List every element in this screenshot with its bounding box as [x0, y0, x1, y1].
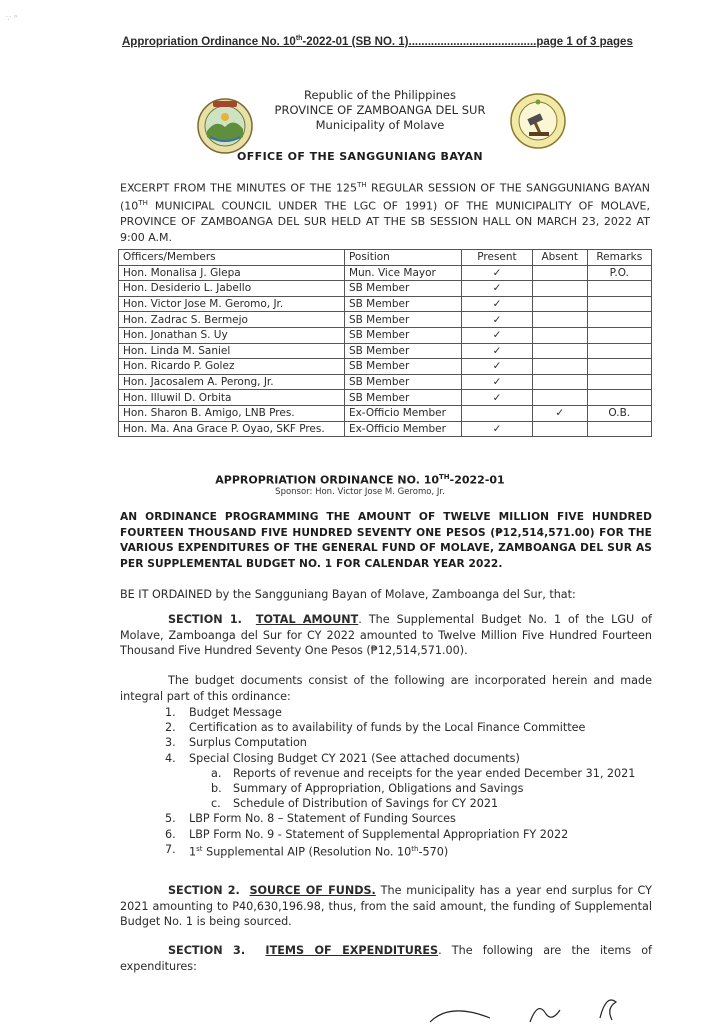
enacting-clause: BE IT ORDAINED by the Sangguniang Bayan of Molave, Zamboanga del Sur, that: [120, 588, 576, 601]
absent-mark [532, 327, 587, 343]
remarks-cell: P.O. [587, 265, 651, 281]
list-item: 4. Special Closing Budget CY 2021 (See attached documents) [165, 751, 520, 765]
present-mark: ✓ [461, 374, 532, 390]
absent-mark [532, 312, 587, 328]
signature-initials [420, 992, 640, 1024]
absent-mark [532, 281, 587, 297]
member-name: Hon. Jonathan S. Uy [119, 327, 345, 343]
attendance-table [118, 249, 652, 437]
list-item: 6. LBP Form No. 9 - Statement of Supplemental Appropriation FY 2022 [165, 827, 569, 841]
absent-mark: ✓ [532, 405, 587, 421]
column-header: Position [344, 250, 461, 266]
sangguniang-bayan-seal-icon [509, 92, 567, 150]
member-name: Hon. Ricardo P. Golez [119, 359, 345, 375]
remarks-cell [587, 296, 651, 312]
member-position: SB Member [344, 312, 461, 328]
absent-mark [532, 343, 587, 359]
remarks-cell [587, 390, 651, 406]
present-mark: ✓ [461, 327, 532, 343]
header-ordinance-ref: Appropriation Ordinance No. 10th-2022-01 (SB NO. 1)........................................ [122, 35, 537, 48]
scan-mark: ∵ ° [6, 14, 18, 23]
member-position: Ex-Officio Member [344, 421, 461, 437]
letterhead [250, 88, 510, 133]
ordinance-sponsor: Sponsor: Hon. Victor Jose M. Geromo, Jr. [275, 487, 445, 497]
section-2: SECTION 2. SOURCE OF FUNDS. The municipality has a year end surplus for CY 2021 amounting to P40,630,196.98, thus, from the said amount, the funding of Supplemental Budget No. 1 is being sourced. [120, 884, 652, 928]
table-row [119, 327, 652, 343]
member-position: SB Member [344, 374, 461, 390]
table-row [119, 343, 652, 359]
municipal-seal-icon [196, 97, 254, 155]
remarks-cell [587, 421, 651, 437]
running-header [122, 35, 652, 48]
remarks-cell [587, 343, 651, 359]
table-row [119, 265, 652, 281]
budget-documents-intro: The budget documents consist of the following are incorporated herein and made integral part of this ordinance: [120, 674, 652, 703]
member-name: Hon. Desiderio L. Jabello [119, 281, 345, 297]
absent-mark [532, 296, 587, 312]
present-mark: ✓ [461, 421, 532, 437]
column-header: Present [461, 250, 532, 266]
member-position: SB Member [344, 327, 461, 343]
member-name: Hon. Jacosalem A. Perong, Jr. [119, 374, 345, 390]
absent-mark [532, 390, 587, 406]
present-mark: ✓ [461, 281, 532, 297]
member-name: Hon. Linda M. Saniel [119, 343, 345, 359]
absent-mark [532, 359, 587, 375]
table-row [119, 374, 652, 390]
budget-documents-list [165, 705, 645, 860]
member-position: SB Member [344, 359, 461, 375]
table-row [119, 390, 652, 406]
remarks-cell [587, 327, 651, 343]
attendance-header-row [119, 250, 652, 266]
present-mark: ✓ [461, 390, 532, 406]
remarks-cell [587, 359, 651, 375]
present-mark: ✓ [461, 312, 532, 328]
list-item: 1. Budget Message [165, 706, 282, 719]
ordinance-title: APPROPRIATION ORDINANCE NO. 10TH-2022-01 [215, 473, 505, 487]
member-name: Hon. Sharon B. Amigo, LNB Pres. [119, 405, 345, 421]
member-name: Hon. Victor Jose M. Geromo, Jr. [119, 296, 345, 312]
letterhead-municipality: Municipality of Molave [315, 118, 445, 132]
letterhead-province: PROVINCE OF ZAMBOANGA DEL SUR [274, 103, 486, 117]
table-row [119, 296, 652, 312]
member-position: Mun. Vice Mayor [344, 265, 461, 281]
member-name: Hon. Zadrac S. Bermejo [119, 312, 345, 328]
present-mark: ✓ [461, 296, 532, 312]
letterhead-republic: Republic of the Philippines [303, 88, 457, 102]
list-item: 2. Certification as to availability of funds by the Local Finance Committee [165, 721, 586, 735]
remarks-cell [587, 281, 651, 297]
table-row [119, 421, 652, 437]
member-name: Hon. Ma. Ana Grace P. Oyao, SKF Pres. [119, 421, 345, 437]
minutes-excerpt: EXCERPT FROM THE MINUTES OF THE 125TH REGULAR SESSION OF THE SANGGUNIANG BAYAN (10TH MUNICIPAL COUNCIL UNDER THE LGC OF 1991) OF THE MUNICIPALITY OF MOLAVE, PROVINCE OF ZAMBOANGA DEL SUR HELD AT THE SB SESSION HALL ON MARCH 23, 2022 AT 9:00 A.M. [120, 181, 650, 244]
absent-mark [532, 374, 587, 390]
list-item: 5. LBP Form No. 8 – Statement of Funding Sources [165, 812, 456, 826]
section-3: SECTION 3. ITEMS OF EXPENDITURES. The following are the items of expenditures: [120, 944, 652, 973]
list-subitem: c. Schedule of Distribution of Savings for CY 2021 [211, 797, 499, 811]
remarks-cell [587, 374, 651, 390]
column-header: Absent [532, 250, 587, 266]
absent-mark [532, 265, 587, 281]
member-position: SB Member [344, 390, 461, 406]
table-row [119, 405, 652, 421]
member-position: Ex-Officio Member [344, 405, 461, 421]
present-mark: ✓ [461, 359, 532, 375]
member-name: Hon. Illuwil D. Orbita [119, 390, 345, 406]
absent-mark [532, 421, 587, 437]
present-mark: ✓ [461, 343, 532, 359]
list-subitem: a. Reports of revenue and receipts for the year ended December 31, 2021 [211, 766, 636, 780]
member-position: SB Member [344, 296, 461, 312]
ordinance-caption: AN ORDINANCE PROGRAMMING THE AMOUNT OF TWELVE MILLION FIVE HUNDRED FOURTEEN THOUSAND FIVE HUNDRED SEVENTY ONE PESOS (₱12,514,571.00) FOR THE VARIOUS EXPENDITURES OF THE GENERAL FUND OF MOLAVE, ZAMBOANGA DEL SUR AS PER SUPPLEMENTAL BUDGET NO. 1 FOR CALENDAR YEAR 2022. [120, 511, 652, 570]
office-title: OFFICE OF THE SANGGUNIANG BAYAN [236, 150, 484, 163]
header-page-number: page 1 of 3 pages [536, 35, 633, 48]
remarks-cell: O.B. [587, 405, 651, 421]
present-mark [461, 405, 532, 421]
column-header: Remarks [587, 250, 651, 266]
present-mark: ✓ [461, 265, 532, 281]
section-2-title: SOURCE OF FUNDS. [249, 884, 376, 897]
member-position: SB Member [344, 281, 461, 297]
table-row [119, 312, 652, 328]
list-item: 3. Surplus Computation [165, 736, 307, 750]
list-item: 7. 1st Supplemental AIP (Resolution No. 10th-570) [165, 842, 449, 859]
table-row [119, 281, 652, 297]
column-header: Officers/Members [119, 250, 345, 266]
list-subitem: b. Summary of Appropriation, Obligations and Savings [211, 782, 524, 796]
member-position: SB Member [344, 343, 461, 359]
section-1-title: TOTAL AMOUNT [255, 613, 359, 626]
section-1: SECTION 1. TOTAL AMOUNT. The Supplemental Budget No. 1 of the LGU of Molave, Zamboanga del Sur for CY 2022 amounted to Twelve Million Five Hundred Fourteen Thousand Five Hundred Seventy One Pesos (₱12,514,571.00). [120, 613, 652, 657]
section-3-title: ITEMS OF EXPENDITURES [265, 944, 439, 957]
table-row [119, 359, 652, 375]
attendance-rows [119, 265, 652, 437]
remarks-cell [587, 312, 651, 328]
member-name: Hon. Monalisa J. Glepa [119, 265, 345, 281]
